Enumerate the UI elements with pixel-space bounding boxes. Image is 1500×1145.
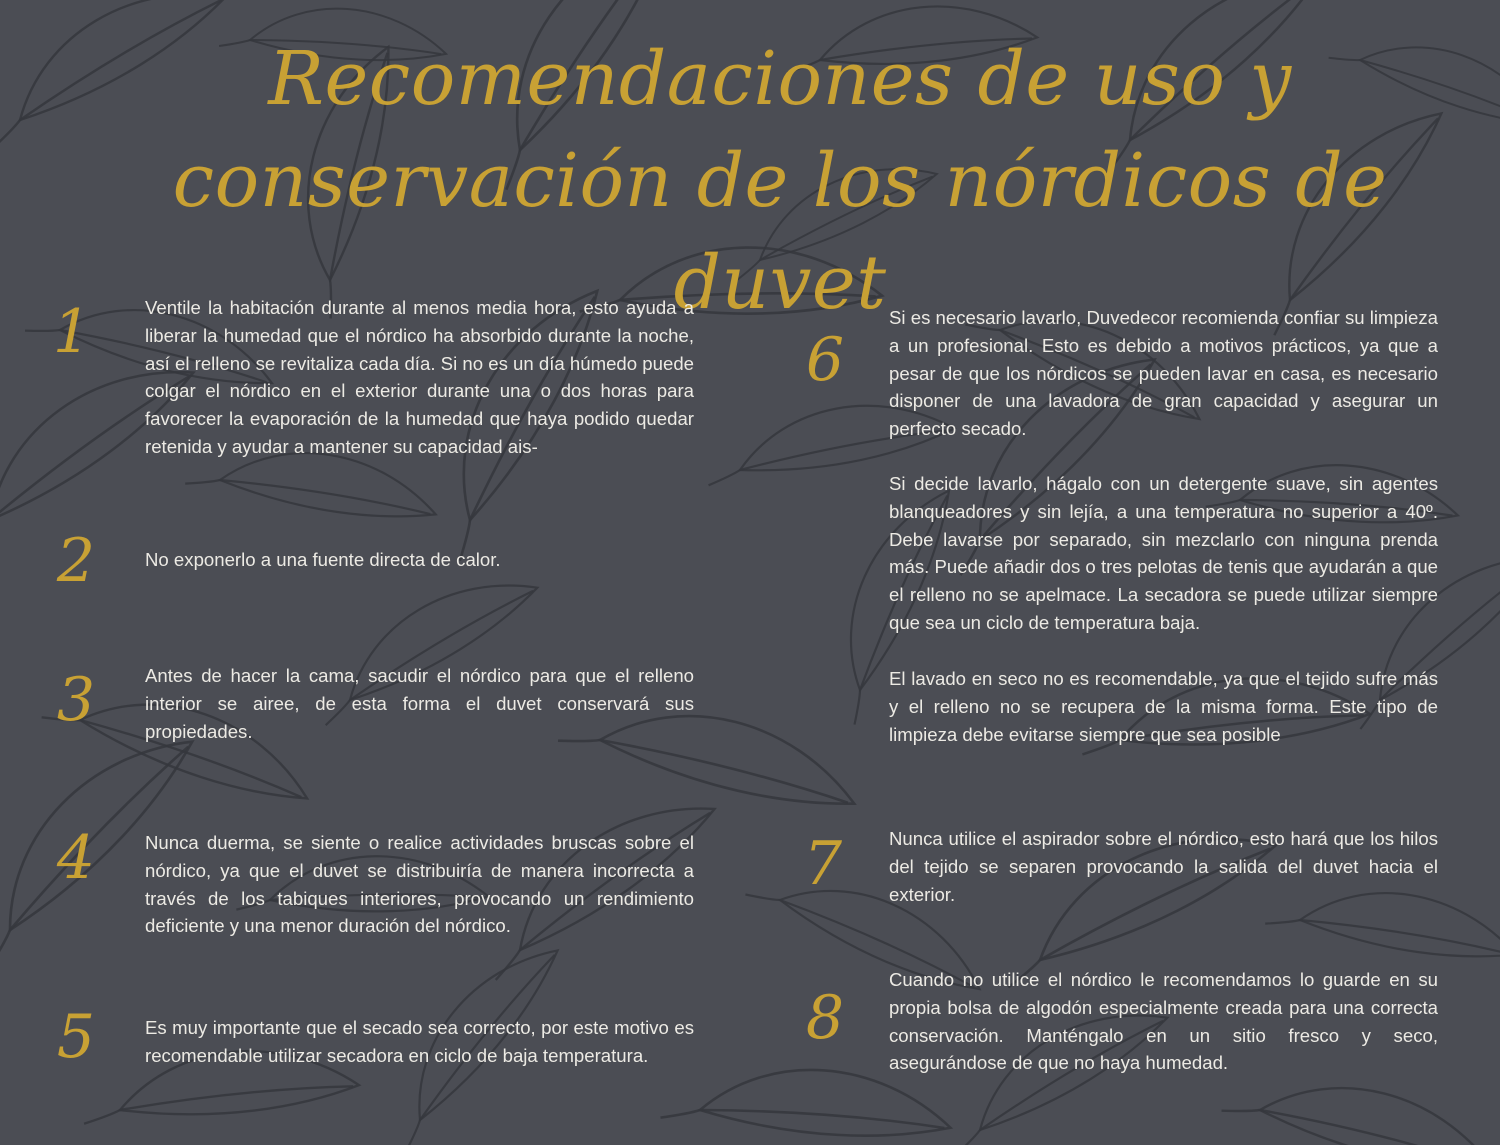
step-number-7: 7 [803, 829, 843, 899]
step-number-6: 6 [805, 325, 845, 395]
step-text-1: Ventile la habitación durante al menos media hora, esto ayuda a liberar la humedad que el nórdico ha absorbido durante la noche, así el relleno se revitaliza cada día. Si no es un día húmedo puede colgar el nórdico en el exterior durante una o dos horas para favorecer la evaporación de la humedad que haya podido quedar retenida y ayudar a mantener su capacidad ais- [145, 297, 694, 457]
step-text-7: Nunca utilice el aspirador sobre el nórdico, esto hará que los hilos del tejido se separen provocando la salida del duvet hacia el exterior. [889, 828, 1438, 905]
step-text-4: Nunca duerma, se siente o realice actividades bruscas sobre el nórdico, ya que el duvet se distribuiría de manera incorrecta a través de los tabiques interiores, provocando un rendimiento deficiente y una menor duración del nórdico. [145, 832, 694, 937]
step-text-2: No exponerlo a una fuente directa de calor. [145, 549, 501, 570]
step-number-5: 5 [56, 1002, 96, 1072]
step-number-1: 1 [52, 297, 92, 367]
step-number-4: 4 [56, 823, 96, 893]
step-text-6-paragraph-2: Si decide lavarlo, hágalo con un detergente suave, sin agentes blanqueadores y sin lejía, a una temperatura no superior a 40º. Debe lavarse por separado, sin mezclarlo con ninguna prenda más. Puede añadir dos o tres pelotas de tenis que ayudarán a que el relleno no se apelmace. La secadora se puede utilizar siempre que sea un ciclo de temperatura baja. [889, 473, 1438, 633]
step-text-3: Antes de hacer la cama, sacudir el nórdico para que el relleno interior se airee, de esta forma el duvet conservará sus propiedades. [145, 665, 694, 742]
step-text-6-paragraph-1: Si es necesario lavarlo, Duvedecor recomienda confiar su limpieza a un profesional. Esto es debido a motivos prácticos, ya que a pesar de que los nórdicos se pueden lavar en casa, es necesario disponer de una lavadora de gran capacidad y asegurar un perfecto secado. [889, 307, 1438, 440]
step-number-8: 8 [805, 983, 845, 1053]
step-text-6-paragraph-3: El lavado en seco no es recomendable, ya que el tejido sufre más y el relleno no se recupera de la misma forma. Este tipo de limpieza debe evitarse siempre que sea posible [889, 668, 1438, 745]
step-number-2: 2 [56, 526, 96, 596]
step-text-8: Cuando no utilice el nórdico le recomendamos lo guarde en su propia bolsa de algodón especialmente creada para una correcta conservación. Manténgalo en un sitio fresco y seco, asegurándose de que no haya humedad. [889, 969, 1438, 1074]
step-text-5: Es muy importante que el secado sea correcto, por este motivo es recomendable utilizar secadora en ciclo de baja temperatura. [145, 1017, 694, 1066]
page-title: Recomendaciones de uso y conservación de los nórdicos de duvet [172, 36, 1388, 326]
step-number-3: 3 [56, 665, 96, 735]
